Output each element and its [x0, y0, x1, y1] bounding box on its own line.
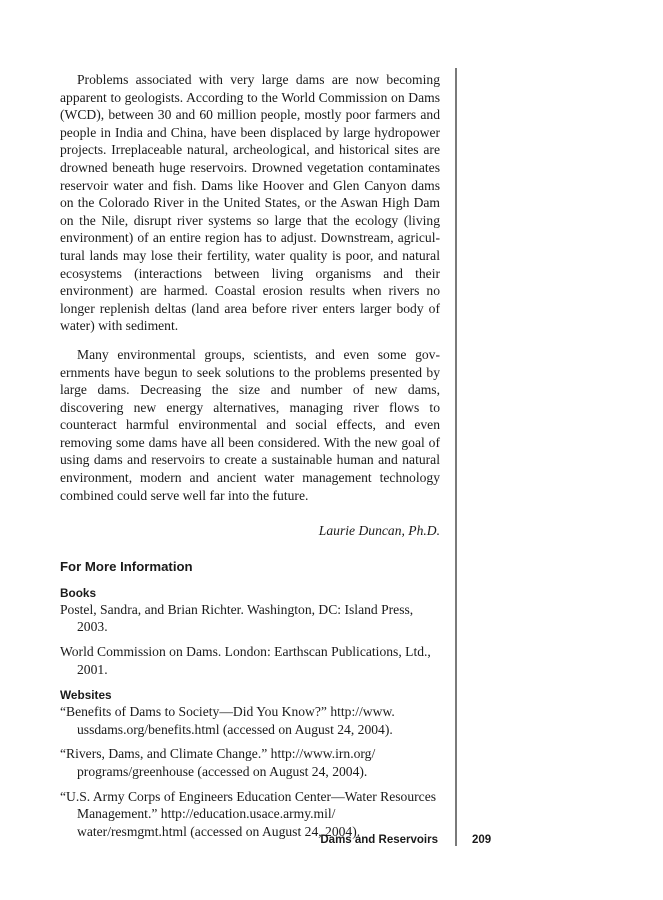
page-body [60, 71, 440, 840]
author-signature: Laurie Duncan, Ph.D. [318, 523, 440, 539]
section-heading: For More Information [60, 558, 193, 574]
body-paragraph: Problems associated with very large dams are now becoming apparent to geologists. According to the World Commission on Dams (WCD), between 30 and 60 million people, mostly poor farmers and people in India and China, have been displaced by large hydropower projects. Irreplaceable natural, archeological, and historical sites are drowned beneath huge reservoirs. Drowned vegetation contaminates reservoir water and fish. Dams like Hoover and Glen Canyon dams on the Colorado River in the United States, or the Aswan High Dam on the Nile, disrupt river systems so large that the ecology (living environment) of an entire region has to adjust. Downstream, agricultural lands may lose their fertility, water quality is poor, and natural ecosystems (interactions between living organisms and their environment) are harmed. Coastal erosion results when rivers no longer replenish deltas (land area before river enters larger body of water) with sediment. [60, 72, 440, 334]
page-footer [0, 832, 663, 848]
book-reference: Postel, Sandra, and Brian Richter. Washington, DC: Island Press, 2003. [60, 601, 414, 635]
website-reference: “U.S. Army Corps of Engineers Education Center—Water Resources Management.” http://education.usace.army.mil/​water/resmgmt.html (accessed on August 24, 2004). [60, 788, 437, 839]
websites-heading: Websites [60, 688, 112, 703]
website-reference: “Benefits of Dams to Society—Did You Know?” http://www.​ussdams.org/benefits.html (accessed on August 24, 2004). [60, 704, 395, 737]
books-heading: Books [60, 585, 97, 600]
body-paragraph: Many environmental groups, scientists, and even some governments have begun to seek solutions to the problems presented by large dams. Decreasing the size and number of new dams, discovering new energy alternatives, managing river flows to counteract harmful environmental and social effects, and even removing some dams have all been considered. With the new goal of using dams and reservoirs to create a sustainable human and natural environment, modern and ancient water management technology combined could serve well far into the future. [60, 346, 440, 503]
book-reference: World Commission on Dams. London: Earthscan Publications, Ltd., 2001. [60, 644, 431, 677]
website-reference: “Rivers, Dams, and Climate Change.” http://www.irn.org/​programs/greenhouse (accessed on August 24, 2004). [60, 746, 376, 779]
running-title: Dams and Reservoirs [320, 834, 438, 846]
margin-rule [455, 68, 457, 846]
page-number: 209 [472, 834, 492, 846]
